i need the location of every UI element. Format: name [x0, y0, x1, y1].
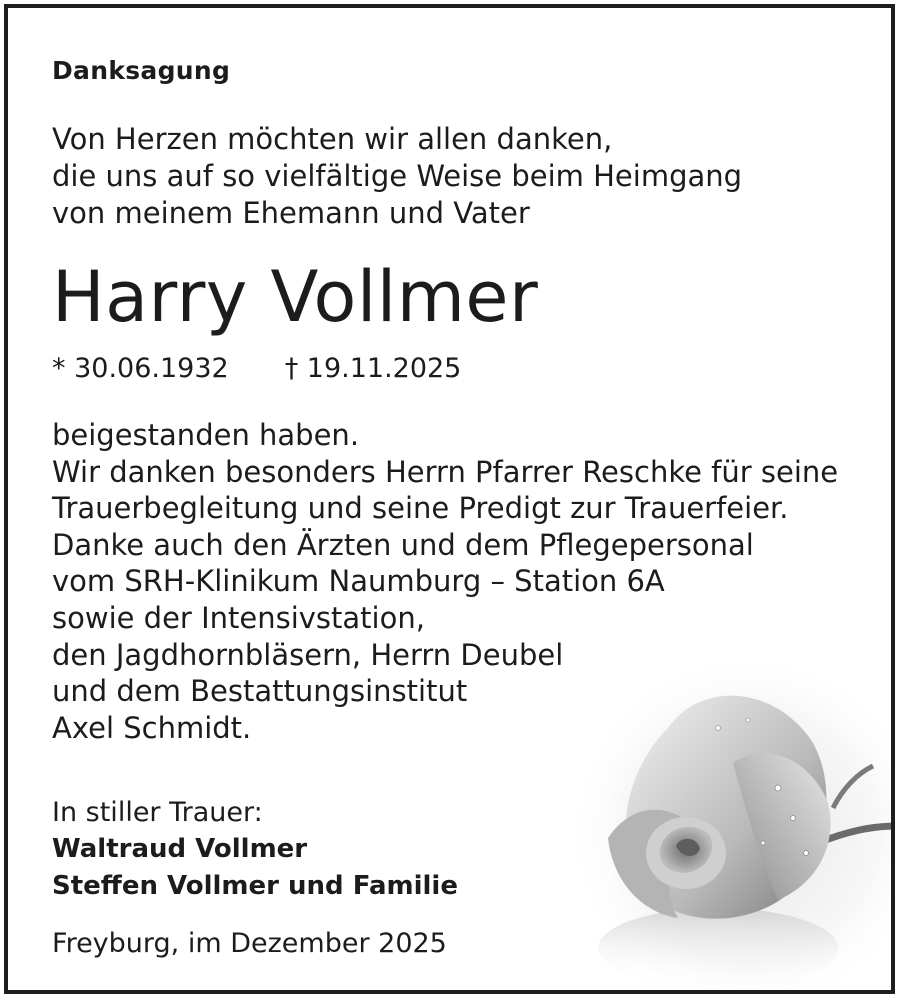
thanks-line: Trauerbegleitung und seine Predigt zur Trauerfeier.	[52, 491, 789, 526]
mourning-label: In stiller Trauer:	[52, 797, 263, 828]
place-date: Freyburg, im Dezember 2025	[52, 928, 447, 959]
thanks-line: sowie der Intensivstation,	[52, 600, 425, 635]
obituary-notice	[4, 4, 895, 994]
thanks-line: und dem Bestattungsinstitut	[52, 674, 468, 709]
intro-line: Von Herzen möchten wir allen danken,	[52, 122, 613, 156]
birth-date: * 30.06.1932	[52, 353, 229, 384]
thanks-line: beigestanden haben.	[52, 418, 360, 452]
thanks-line: Axel Schmidt.	[52, 710, 252, 745]
signer-name: Waltraud Vollmer	[52, 834, 308, 864]
life-dates	[52, 355, 461, 382]
signer-name: Steffen Vollmer und Familie	[52, 871, 458, 901]
thanks-line: Danke auch den Ärzten und dem Pflegepersonal	[52, 527, 754, 562]
deceased-name: Harry Vollmer	[52, 256, 539, 338]
intro-line: von meinem Ehemann und Vater	[52, 196, 530, 230]
intro-text	[52, 121, 742, 232]
intro-line: die uns auf so vielfältige Weise beim Heimgang	[52, 159, 743, 193]
thanks-line: vom SRH-Klinikum Naumburg – Station 6A	[52, 564, 665, 599]
death-date: † 19.11.2025	[284, 353, 462, 384]
thanks-line: Wir danken besonders Herrn Pfarrer Reschke für seine	[52, 454, 839, 489]
notice-heading: Danksagung	[52, 56, 231, 85]
mourning-block	[52, 794, 458, 905]
rose-image	[568, 668, 895, 994]
thanks-line: den Jagdhornbläsern, Herrn Deubel	[52, 637, 564, 672]
